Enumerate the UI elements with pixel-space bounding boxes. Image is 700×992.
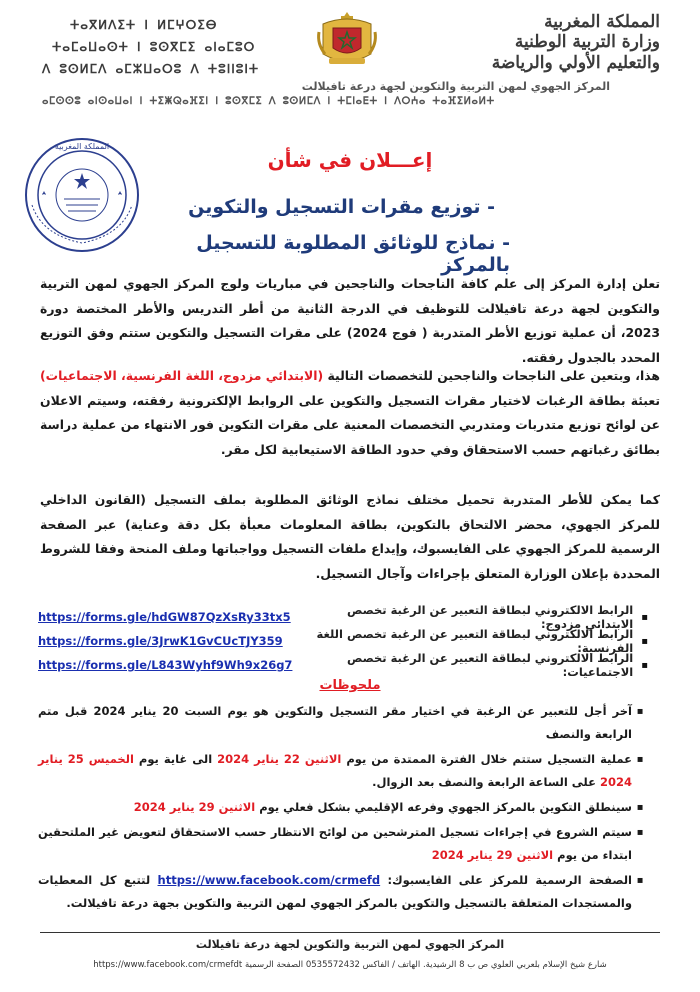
paragraph-2-a: هذا، وبتعين على الناجحات والناجحين للتخصصات التالية — [323, 368, 660, 383]
link-row-primary — [38, 605, 648, 629]
footer-divider — [40, 932, 660, 933]
header-ministry-2: والتعليم الأولي والرياضة — [491, 53, 660, 73]
bullet-icon: ▪ — [636, 706, 644, 717]
paragraph-1: تعلن إدارة المركز إلى علم كافة الناجحات والناجحين في مباريات ولوج المركز الجهوي لمهن التربية والتكوين لجهة درعة تافيلالت للتوظيف في الدرجة الثانية من أطر التدريس والأطر المختصة دورة 2023، أن عملية توزيع الأطر المتدربة ( فوج 2024) على مقرات التسجيل والتكوين ستتم وفق التوزيع المحدد بالجدول رفقته. — [40, 276, 660, 365]
note-item — [38, 796, 648, 819]
date-end: الخميس 25 يناير 2024 — [38, 752, 632, 789]
note-facebook — [38, 869, 632, 915]
regional-center-name-tifinagh: ⴰⵎⵙⵙⵓ ⴰⵏⵙⴰⵡⴰⵏ ⵏ ⵜⵉⵥⵕⴰⴼⵉⵏ ⵏ ⵓⵙⴳⵎⵉ ⴷ ⵓⵙⵍⵎⴷ ⵏ ⵜⵎⵏⴰⴹⵜ ⵏ ⴷⵔⵄⴰ ⵜⴰⴼⵉⵍⴰⵍⵜ — [42, 96, 495, 107]
bullet-icon: ▪ — [636, 802, 644, 813]
note-text: الى غاية يوم — [133, 752, 218, 766]
link-label-french: الرابط الالكتروني لبطاقة التعبير عن الرغبة تخصص اللغة الفرنسية: — [316, 627, 634, 655]
regional-center-name: المركز الجهوي لمهن التربية والتكوين لجهة درعة تافيلالت — [301, 80, 610, 93]
note-text: على الساعة الرابعة والنصف بعد الزوال. — [372, 775, 600, 789]
link-primary-double[interactable]: https://forms.gle/hdGW87QzXsRy33tx5 — [38, 610, 291, 624]
link-label-social: الرابط الالكتروني لبطاقة التعبير عن الرغبة تخصص الاجتماعيات: — [346, 651, 634, 679]
link-row-social — [38, 653, 648, 677]
subtitle-documents: - نماذج للوثائق المطلوبة للتسجيل بالمركز — [196, 232, 510, 276]
bullet-icon: ▪ — [636, 754, 644, 765]
link-social-studies[interactable]: https://forms.gle/L843Wyhf9Wh9x26g7 — [38, 658, 293, 672]
note-item — [38, 700, 648, 746]
official-stamp — [22, 135, 142, 255]
tifinagh-line-1: ⵜⴰⴳⵍⴷⵉⵜ ⵏ ⵍⵎⵖⵔⵉⴱ — [70, 18, 218, 32]
form-links-list — [38, 605, 648, 677]
note-item — [38, 869, 648, 915]
note-text: لتتبع كل المعطيات والمستجدات المتعلقة بالتسجيل والتكوين بالمركز الجهوي لمهن التربية والتكوين بجهة درعة تافيلالت. — [38, 873, 632, 910]
bullet-icon: ▪ — [636, 827, 644, 838]
stamp-text: المملكة المغربية — [54, 142, 110, 151]
notes-heading: ملحوظات — [319, 678, 381, 693]
note-deadline: آخر أجل للتعبير عن الرغبة في اختيار مقر التسجيل والتكوين هو يوم السبت 20 يناير 2024 قبل متم الرابعة والنصف — [38, 704, 632, 741]
header-tifinagh — [42, 14, 282, 80]
note-item — [38, 821, 648, 867]
bullet-icon: ▪ — [641, 611, 648, 623]
bullet-icon: ▪ — [636, 875, 644, 886]
date-start: الاثنين 22 يناير 2024 — [217, 752, 342, 766]
note-text: سيتم الشروع في إجراءات تسجيل المترشحين من لوائح الانتظار حسب الاستحقاق لتعويض غير الملتحقين ابتداء من يوم — [38, 825, 632, 862]
note-text: الصفحة الرسمية للمركز على الفايسبوك: — [380, 873, 632, 887]
paragraph-3: كما يمكن للأطر المتدربة تحميل مختلف نماذج الوثائق المطلوبة بملف التسجيل (القانون الداخلي للمركز الجهوي، محضر الالتحاق بالتكوين، بطاقة المعلومات معبأة بكل دقة وعناية) عبر الصفحة الرسمية للمركز الجهوي على الفايسبوك، وإيداع ملفات التسجيل وواجباتها وملف المنحة وفقا للشروط المحددة بإعلان الوزارة المتعلق بإجراءات وآجال التسجيل. — [40, 492, 660, 581]
link-row-french — [38, 629, 648, 653]
footer-address — [60, 960, 640, 970]
tifinagh-line-3: ⴷ ⵓⵙⵍⵎⴷ ⴰⵎⵣⵡⴰⵔⵓ ⴷ ⵜⵓⵏⵏⵓⵏⵜ — [42, 62, 260, 76]
link-french[interactable]: https://forms.gle/3JrwK1GvCUcTJY359 — [38, 634, 283, 648]
announcement-title: إعـــلان في شأن — [267, 148, 433, 172]
tifinagh-line-2: ⵜⴰⵎⴰⵡⴰⵙⵜ ⵏ ⵓⵙⴳⵎⵉ ⴰⵏⴰⵎⵓⵔ — [52, 40, 256, 54]
note-item — [38, 748, 648, 794]
date-training: الاثنين 29 يناير 2024 — [133, 800, 256, 814]
footer-address-text: شارع شيخ الإسلام بلعربي العلوي ص ب 8 الرشيدية. الهاتف / الفاكس 0535572432 الصفحة الرسمية — [242, 960, 607, 970]
subtitle-distribution: - توزيع مقرات التسجيل والتكوين — [188, 196, 495, 218]
header-ministry: وزارة التربية الوطنية — [514, 32, 660, 52]
note-training-start — [38, 796, 632, 819]
bullet-icon: ▪ — [641, 659, 648, 671]
specialties-highlight: (الابتدائي مزدوج، اللغة الفرنسية، الاجتماعيات) — [40, 368, 324, 383]
footer-center-name: المركز الجهوي لمهن التربية والتكوين لجهة درعة تافيلالت — [195, 938, 505, 951]
footer-facebook-url[interactable]: https://www.facebook.com/crmefdt — [93, 960, 243, 970]
note-waiting-list — [38, 821, 632, 867]
note-registration-period — [38, 748, 632, 794]
notes-list — [38, 700, 648, 917]
facebook-link[interactable]: https://www.facebook.com/crmefd — [157, 873, 381, 887]
note-text: عملية التسجيل ستتم خلال الفترة الممتدة من يوم — [341, 752, 632, 766]
paragraph-2 — [40, 364, 660, 462]
paragraph-2-b: تعبئة بطاقة الرغبات لاختيار مقرات التسجيل والتكوين على الروابط الإلكترونية رفقته، وسيتم الاعلان عن لوائح توزيع متدربات ومتدربي التخصصات المعنية على مقرات التكوين فور الانتهاء من عملية دراسة بطائق رغباتهم حسب الاستحقاق وفي حدود الطاقة الاستيعابية لكل مقر. — [40, 392, 660, 457]
note-text: سينطلق التكوين بالمركز الجهوي وفرعه الإقليمي بشكل فعلي يوم — [255, 800, 632, 814]
header-arabic — [440, 12, 660, 74]
link-label-primary: الرابط الالكتروني لبطاقة التعبير عن الرغبة تخصص الابتدائي مزدوج: — [346, 603, 634, 631]
bullet-icon: ▪ — [641, 635, 648, 647]
date-waiting-list: الاثنين 29 يناير 2024 — [431, 848, 554, 862]
header-kingdom: المملكة المغربية — [544, 12, 660, 32]
coat-of-arms-emblem — [315, 10, 379, 70]
